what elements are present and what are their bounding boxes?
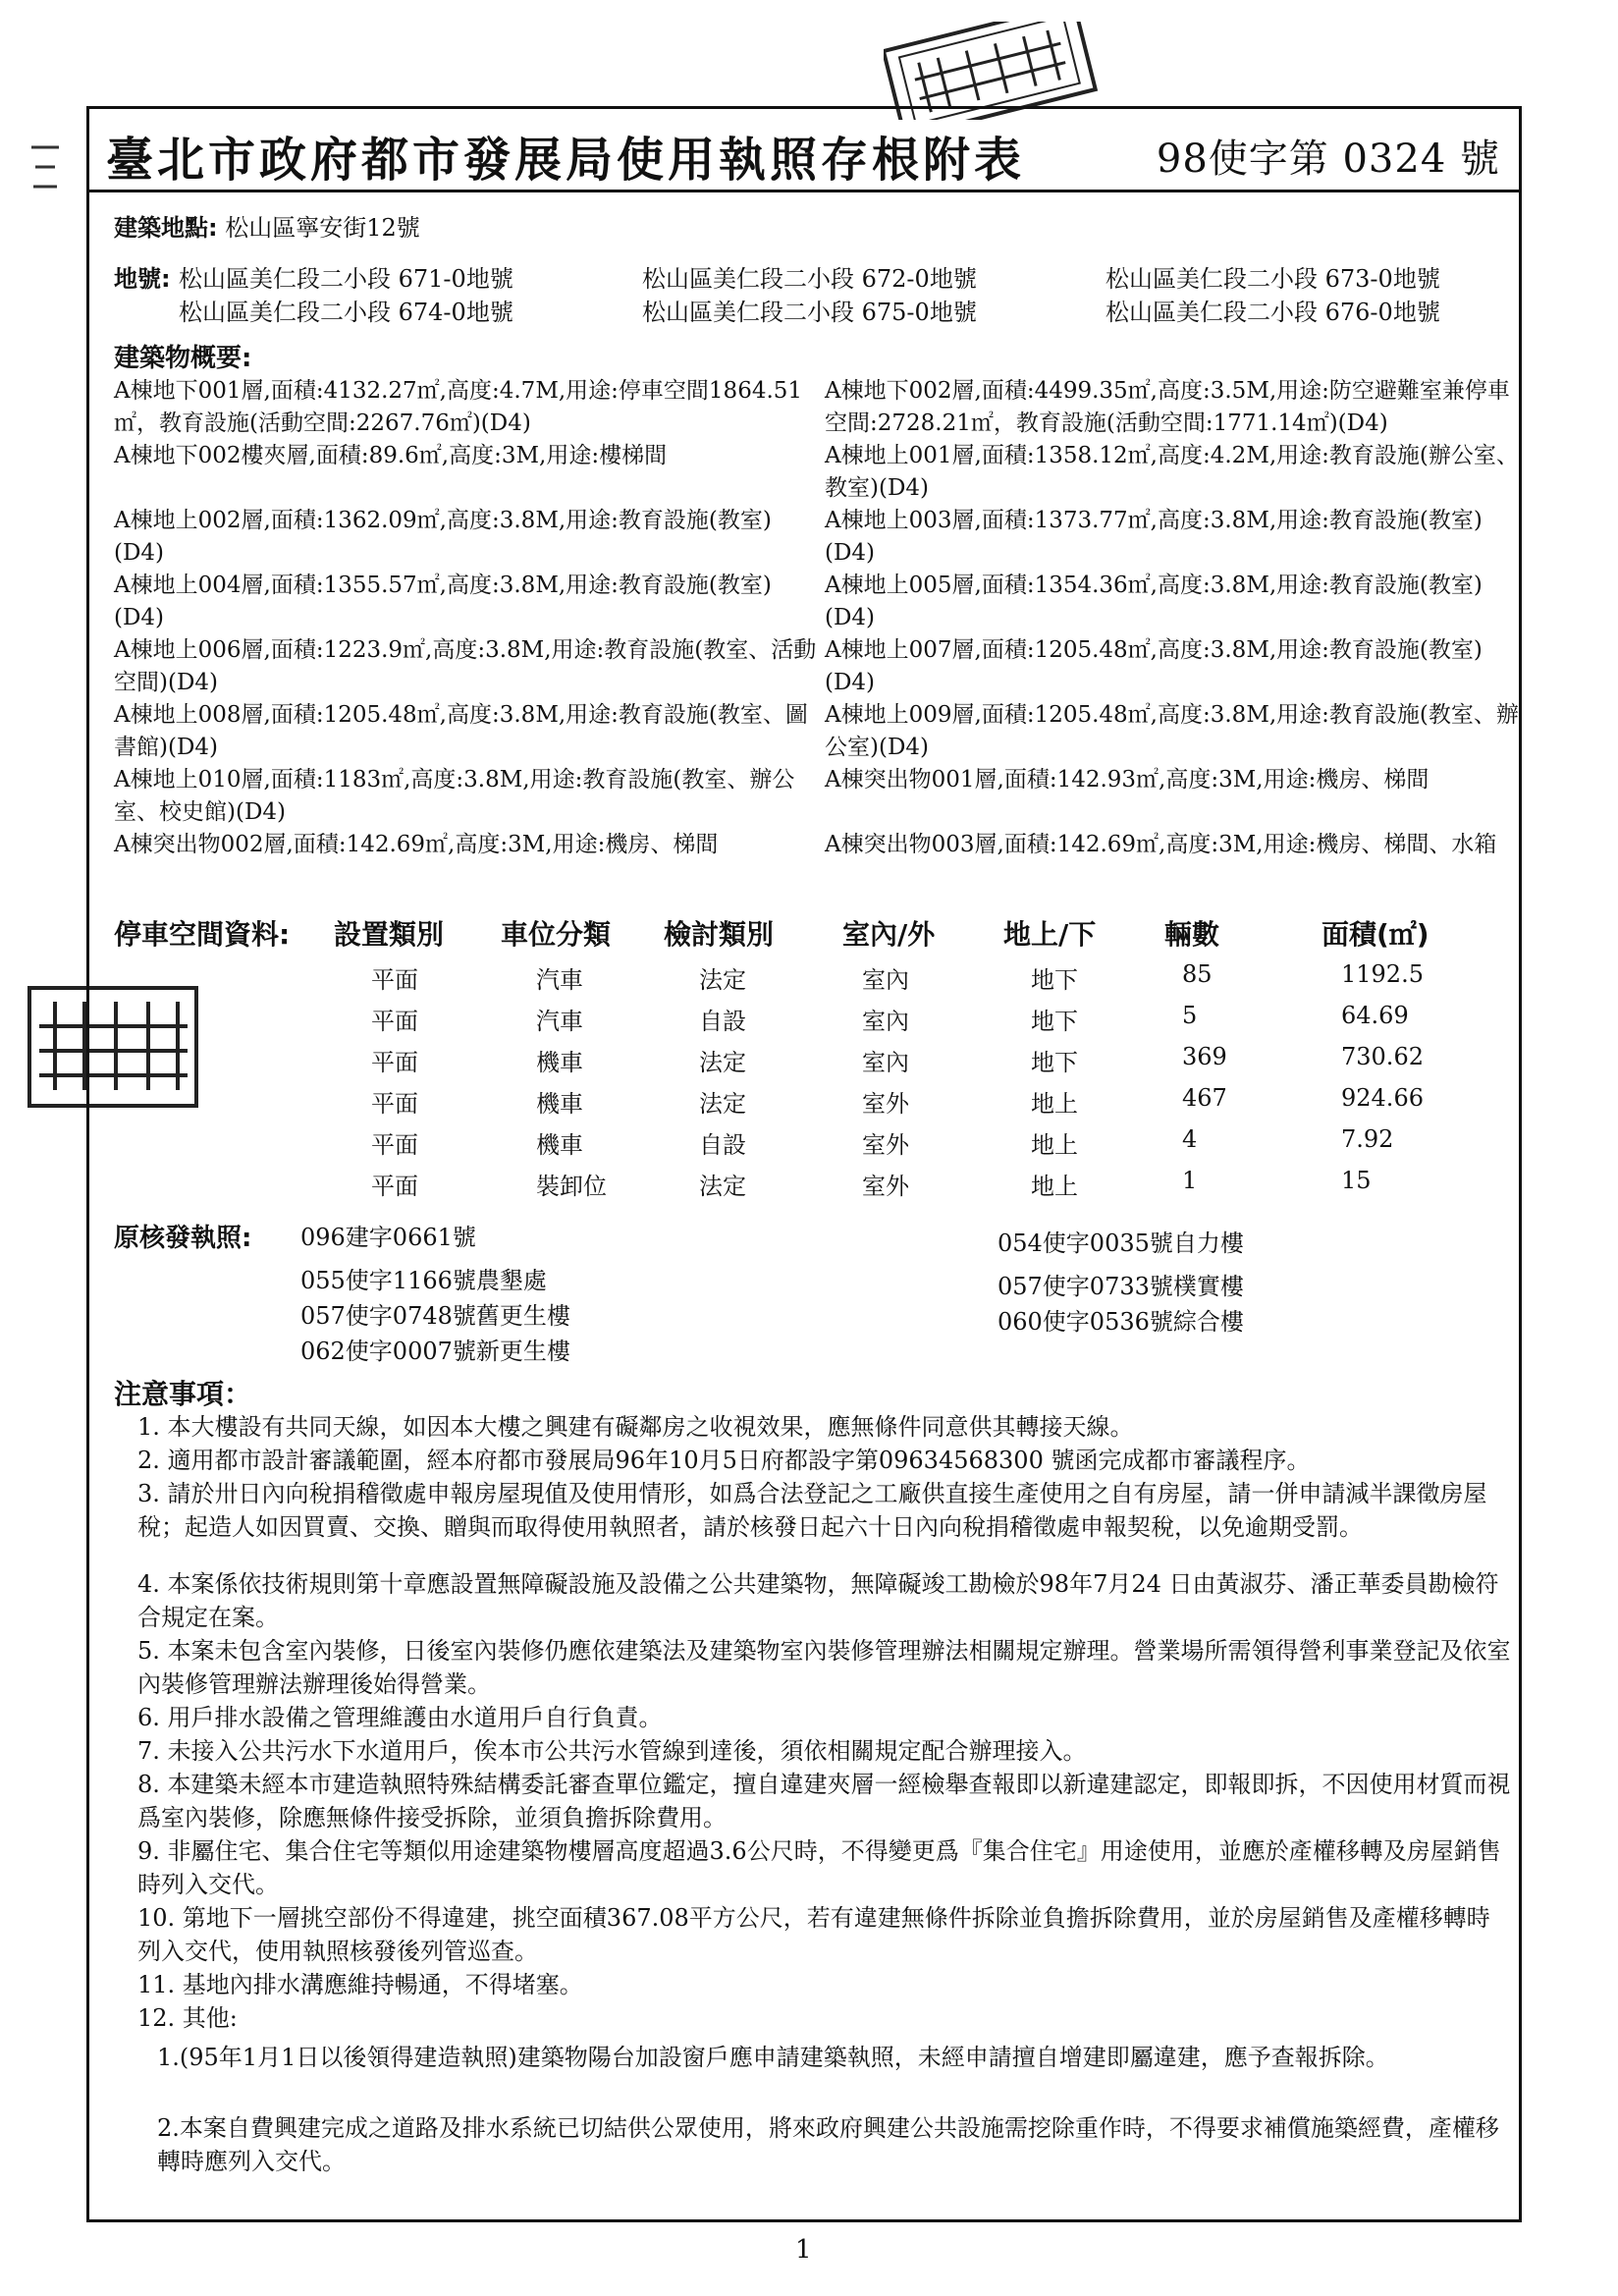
original-permit: 096建字0661號: [300, 1224, 476, 1251]
original-permit: 054使字0035號自力樓: [998, 1230, 1244, 1257]
lot-item: 松山區美仁段二小段 675-0地號: [642, 299, 977, 326]
parking-cell: 85: [1182, 960, 1213, 988]
parking-cell: 15: [1341, 1167, 1372, 1194]
parking-cell: 自設: [699, 1131, 746, 1159]
overview-item: A棟地上007層,面積:1205.48㎡,高度:3.8M,用途:教育設施(教室)(D4): [825, 637, 1483, 695]
parking-cell: 地下: [1031, 966, 1078, 994]
lot-item: 松山區美仁段二小段 671-0地號: [179, 265, 513, 293]
notes-label: 注意事項：: [114, 1378, 252, 1410]
note-item: 9. 非屬住宅、集合住宅等類似用途建築物樓層高度超過3.6公尺時，不得變更爲『集合住宅』用途使用，並應於產權移轉及房屋銷售時列入交代。: [137, 1837, 1501, 1898]
parking-cell: 法定: [699, 1173, 746, 1200]
parking-cell: 室外: [862, 1131, 909, 1159]
parking-header: 室內/外: [842, 918, 936, 951]
parking-cell: 地上: [1031, 1173, 1078, 1200]
note-item: 6. 用戶排水設備之管理維護由水道用戶自行負責。: [137, 1704, 663, 1731]
overview-item: A棟突出物003層,面積:142.69㎡,高度:3M,用途:機房、梯間、水箱: [825, 832, 1497, 857]
parking-cell: 1192.5: [1341, 960, 1424, 988]
lot-item: 松山區美仁段二小段 672-0地號: [642, 265, 977, 293]
note-sub-item: 1.(95年1月1日以後領得建造執照)建築物陽台加設窗戶應申請建築執照，未經申請擅自增建即屬違建，應予查報拆除。: [157, 2044, 1389, 2071]
parking-cell: 機車: [536, 1131, 583, 1159]
note-item: 11. 基地內排水溝應維持暢通，不得堵塞。: [137, 1971, 583, 1998]
overview-item: A棟地上005層,面積:1354.36㎡,高度:3.8M,用途:教育設施(教室)(D4): [825, 573, 1483, 630]
parking-cell: 室內: [862, 1008, 909, 1035]
permit-number: 98使字第 0324 號: [1156, 137, 1500, 182]
parking-header: 輛數: [1164, 918, 1220, 951]
official-seal-top: [884, 22, 1149, 120]
parking-cell: 467: [1182, 1084, 1227, 1112]
note-item: 5. 本案未包含室內裝修，日後室內裝修仍應依建築法及建築物室內裝修管理辦法相關規定辦理。營業場所需領得營利事業登記及依室內裝修管理辦法辦理後始得營業。: [137, 1637, 1511, 1698]
site-label: 建築地點:: [114, 214, 218, 242]
parking-cell: 平面: [371, 1090, 418, 1118]
site-value: 松山區寧安街12號: [225, 214, 420, 242]
parking-cell: 7.92: [1341, 1125, 1394, 1153]
note-item: 4. 本案係依技術規則第十章應設置無障礙設施及設備之公共建築物，無障礙竣工勘檢於98年7月24 日由黃淑芬、潘正華委員勘檢符合規定在案。: [137, 1570, 1499, 1631]
parking-cell: 法定: [699, 1090, 746, 1118]
original-permits-label: 原核發執照:: [114, 1224, 252, 1253]
parking-cell: 裝卸位: [536, 1173, 607, 1200]
original-permit: 055使字1166號農墾處: [300, 1267, 547, 1294]
overview-item: A棟突出物002層,面積:142.69㎡,高度:3M,用途:機房、梯間: [114, 832, 719, 857]
parking-cell: 法定: [699, 966, 746, 994]
overview-item: A棟突出物001層,面積:142.93㎡,高度:3M,用途:機房、梯間: [825, 767, 1429, 793]
parking-cell: 平面: [371, 1173, 418, 1200]
overview-item: A棟地上001層,面積:1358.12㎡,高度:4.2M,用途:教育設施(辦公室、教室)(D4): [825, 443, 1519, 501]
site-row: [114, 208, 420, 243]
page-number: 1: [795, 2235, 812, 2265]
parking-header: 檢討類別: [664, 918, 775, 951]
parking-cell: 924.66: [1341, 1084, 1424, 1112]
parking-cell: 機車: [536, 1049, 583, 1076]
parking-label: 停車空間資料:: [114, 918, 291, 951]
parking-cell: 法定: [699, 1049, 746, 1076]
note-item: 12. 其他:: [137, 2004, 238, 2032]
note-item: 1. 本大樓設有共同天線，如因本大樓之興建有礙鄰房之收視效果，應無條件同意供其轉接天線。: [137, 1413, 1134, 1441]
original-permit: 062使字0007號新更生樓: [300, 1338, 570, 1365]
overview-item: A棟地上003層,面積:1373.77㎡,高度:3.8M,用途:教育設施(教室)(D4): [825, 508, 1483, 566]
original-permit: 057使字0733號樸實樓: [998, 1273, 1244, 1300]
note-sub-item: 2.本案自費興建完成之道路及排水系統已切結供公眾使用，將來政府興建公共設施需挖除重作時，不得要求補償施築經費，產權移轉時應列入交代。: [157, 2114, 1499, 2175]
parking-cell: 5: [1182, 1002, 1198, 1029]
overview-label: 建築物概要:: [114, 344, 252, 373]
parking-cell: 汽車: [536, 1008, 583, 1035]
margin-mark: [26, 137, 65, 196]
note-item: 2. 適用都市設計審議範圍，經本府都市發展局96年10月5日府都設字第09634568300 號函完成都市審議程序。: [137, 1447, 1311, 1474]
overview-item: A棟地下002樓夾層,面積:89.6㎡,高度:3M,用途:樓梯間: [114, 443, 668, 468]
parking-cell: 地下: [1031, 1049, 1078, 1076]
overview-item: A棟地上004層,面積:1355.57㎡,高度:3.8M,用途:教育設施(教室)(D4): [114, 573, 772, 630]
lot-item: 松山區美仁段二小段 676-0地號: [1106, 299, 1440, 326]
parking-cell: 平面: [371, 1131, 418, 1159]
parking-header: 面積(㎡): [1321, 918, 1429, 951]
title-bar: [86, 106, 1522, 192]
parking-cell: 64.69: [1341, 1002, 1409, 1029]
parking-cell: 機車: [536, 1090, 583, 1118]
parking-cell: 地上: [1031, 1131, 1078, 1159]
overview-item: A棟地上009層,面積:1205.48㎡,高度:3.8M,用途:教育設施(教室、辦公室)(D4): [825, 702, 1519, 760]
parking-header: 設置類別: [334, 918, 445, 951]
overview-item: A棟地上002層,面積:1362.09㎡,高度:3.8M,用途:教育設施(教室)(D4): [114, 508, 772, 566]
original-permit: 060使字0536號綜合樓: [998, 1308, 1244, 1336]
parking-cell: 平面: [371, 1049, 418, 1076]
note-item: 8. 本建築未經本市建造執照特殊結構委託審查單位鑑定，擅自違建夾層一經檢舉查報即以新違建認定，即報即拆，不因使用材質而視爲室內裝修，除應無條件接受拆除，並須負擔拆除費用。: [137, 1771, 1511, 1831]
parking-cell: 室外: [862, 1173, 909, 1200]
parking-cell: 室內: [862, 966, 909, 994]
parking-cell: 平面: [371, 1008, 418, 1035]
lot-item: 松山區美仁段二小段 673-0地號: [1106, 265, 1440, 293]
overview-item: A棟地下002層,面積:4499.35㎡,高度:3.5M,用途:防空避難室兼停車空間:2728.21㎡，教育設施(活動空間:1771.14㎡)(D4): [825, 378, 1510, 436]
lot-item: 松山區美仁段二小段 674-0地號: [179, 299, 513, 326]
parking-cell: 室外: [862, 1090, 909, 1118]
parking-cell: 地下: [1031, 1008, 1078, 1035]
parking-cell: 地上: [1031, 1090, 1078, 1118]
parking-cell: 1: [1182, 1167, 1198, 1194]
overview-item: A棟地上010層,面積:1183㎡,高度:3.8M,用途:教育設施(教室、辦公室、校史館)(D4): [114, 767, 795, 825]
parking-cell: 平面: [371, 966, 418, 994]
lots-label: 地號:: [114, 265, 171, 293]
note-item: 3. 請於卅日內向稅捐稽徵處申報房屋現值及使用情形，如爲合法登記之工廠供直接生產使用之自有房屋，請一併申請減半課徵房屋稅；起造人如因買賣、交換、贈與而取得使用執照者，請於核發日起六十日內向稅捐稽徵處申報契稅，以免逾期受罰。: [137, 1480, 1487, 1541]
note-item: 7. 未接入公共污水下水道用戶，俟本市公共污水管線到達後，須依相關規定配合辦理接入。: [137, 1737, 1087, 1765]
parking-cell: 4: [1182, 1125, 1198, 1153]
parking-cell: 730.62: [1341, 1043, 1424, 1070]
parking-header: 地上/下: [1003, 918, 1097, 951]
parking-header: 車位分類: [501, 918, 612, 951]
parking-cell: 室內: [862, 1049, 909, 1076]
original-permit: 057使字0748號舊更生樓: [300, 1302, 570, 1330]
note-item: 10. 第地下一層挑空部份不得違建，挑空面積367.08平方公尺，若有違建無條件拆除並負擔拆除費用，並於房屋銷售及產權移轉時列入交代，使用執照核發後列管巡查。: [137, 1904, 1490, 1965]
parking-cell: 汽車: [536, 966, 583, 994]
parking-cell: 自設: [699, 1008, 746, 1035]
parking-cell: 369: [1182, 1043, 1227, 1070]
overview-item: A棟地下001層,面積:4132.27㎡,高度:4.7M,用途:停車空間1864.51㎡，教育設施(活動空間:2267.76㎡)(D4): [114, 378, 803, 436]
overview-item: A棟地上006層,面積:1223.9㎡,高度:3.8M,用途:教育設施(教室、活動空間)(D4): [114, 637, 817, 695]
overview-item: A棟地上008層,面積:1205.48㎡,高度:3.8M,用途:教育設施(教室、圖書館)(D4): [114, 702, 808, 760]
document-title: 臺北市政府都市發展局使用執照存根附表: [106, 133, 1026, 188]
